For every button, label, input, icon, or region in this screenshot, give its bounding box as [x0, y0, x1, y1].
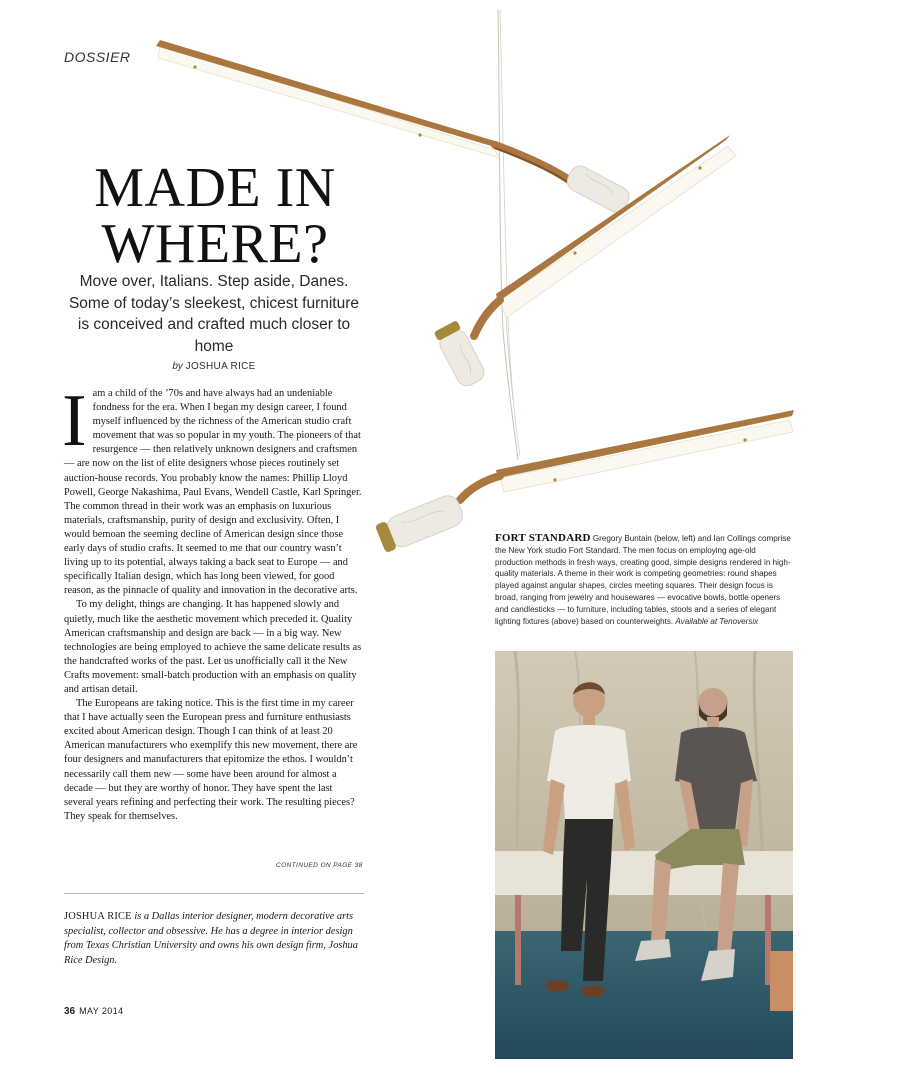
designers-photo-drawing	[495, 651, 793, 1059]
byline	[64, 361, 364, 372]
drop-cap: I	[62, 380, 87, 462]
article-paragraph: The Europeans are taking notice. This is the first time in my career that I have actually seen the European press and furniture enthusiasts excited about American design. Though I can think of at least 20 American manufacturers who exemplify this new movement, there are four designers and manufacturers that epitomize the ethos. I wouldn’t necessarily call them new — some have been around for almost a decade — but they are worthy of honor. They have spent the last several years refining and perfecting their work. The resulting pieces? They speak for themselves.	[64, 698, 358, 822]
bio-author-name: JOSHUA RICE	[64, 911, 132, 922]
photo-caption	[495, 533, 795, 627]
photo-bench	[495, 851, 793, 895]
caption-text: Gregory Buntain (below, left) and Ian Collings comprise the New York studio Fort Standard. The men focus on employing age-old production methods in fresh ways, creating good, simple designs rendered in high-quality materials. A theme in their work is competing geometries: round shapes played against angular shapes, circles meeting squares. Their design focus is broad, ranging from jewelry and housewares — evocative bowls, bottle openers and candlesticks — to furniture, including tables, stools and a series of elegant lighting fixtures (above) based on counterweights.	[495, 534, 791, 626]
divider-rule	[64, 893, 364, 894]
byline-author: JOSHUA RICE	[185, 361, 256, 372]
article-body	[62, 380, 364, 824]
lamp-brass-pin	[193, 65, 196, 68]
article-paragraph-1-text: am a child of the ’70s and have always had an undeniable fondness for the era. When I began my design career, I found myself influenced by the richness of the American studio craft movement that was so popular in my youth. The pioneers of that resurgence — then relatively unknown designers and craftsmen — are now on the list of elite designers whose pieces routinely set auction-house records. You probably know the names: Phillip Lloyd Powell, George Nakashima, Paul Evans, Wendell Castle, Karl Springer. The common thread in their work was an emphasis on luxurious materials, craftsmanship, purity of design and exclusivity. Often, I would bemoan the seeming decline of American design since those early days of studio crafts. It seemed to me that our country wasn’t living up to its potential, always taking a back seat to Europe — and specifically Italian design, which has long been viewed, for good reason, as the pinnacle of quality and innovation in the decorative arts.	[64, 388, 362, 597]
article-paragraph	[62, 380, 364, 598]
headline-line-1: MADE IN	[94, 157, 336, 219]
article-paragraph: To my delight, things are changing. It has happened slowly and quietly, much like the aesthetic movement which preceded it. Quality American craftsmanship and design are back — in a big way. New technologies are being employed to achieve the same delicate results as the handcrafted works of the past. Let us unofficially call it the New Crafts movement: small-batch production with an emphasis on quality and artisan detail.	[64, 599, 362, 695]
headline	[60, 157, 370, 275]
designers-photo	[495, 651, 793, 1059]
bio-text: is a Dallas interior designer, modern decorative arts specialist, collector and obsessive. He has a degree in interior design from Texas Christian University and owns his own design firm, Joshua Rice Design.	[64, 911, 358, 966]
continued-on-page: CONTINUED ON PAGE 38	[276, 862, 363, 869]
suspension-cable	[500, 10, 520, 455]
section-label: DOSSIER	[64, 49, 131, 65]
suspension-cable	[498, 10, 518, 460]
author-bio	[64, 910, 364, 968]
headline-line-2: WHERE?	[101, 213, 329, 275]
lamp-brass-pin	[573, 251, 576, 254]
caption-availability: Available at Tenoversix	[675, 616, 759, 626]
byline-by: by	[172, 361, 183, 372]
caption-heading: FORT STANDARD	[495, 532, 591, 544]
lamp-brass-pin	[418, 133, 421, 136]
lamp-brass-pin	[743, 438, 746, 441]
page-folio	[64, 1006, 124, 1017]
lamp-brass-pin	[698, 166, 701, 169]
page-number: 36	[64, 1006, 76, 1017]
issue-date: MAY 2014	[79, 1006, 124, 1016]
lamp-brass-pin	[553, 478, 556, 481]
deck: Move over, Italians. Step aside, Danes. Some of today’s sleekest, chicest furniture is conceived and crafted much closer to home	[68, 273, 360, 355]
